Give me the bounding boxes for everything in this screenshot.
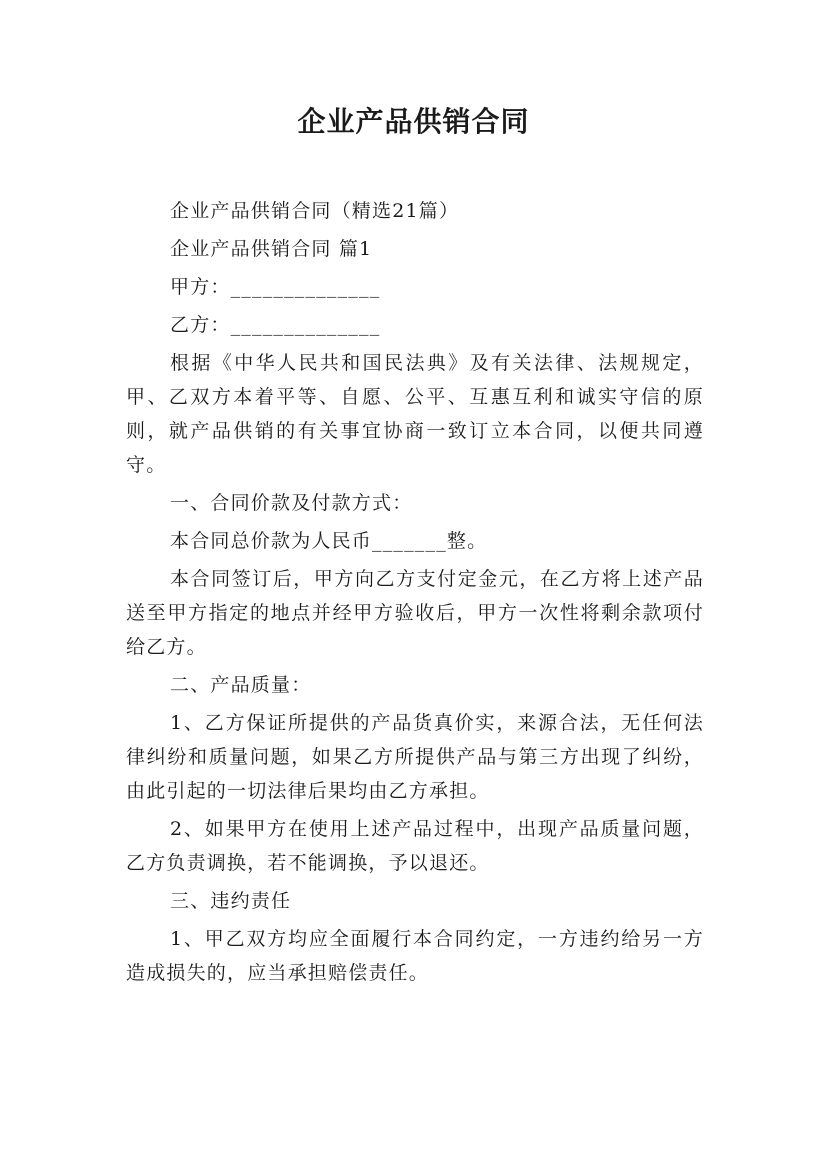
paragraph-payment: 本合同签订后，甲方向乙方支付定金元，在乙方将上述产品送至甲方指定的地点并经甲方验收后，甲方一次性将剩余款项付给乙方。 bbox=[126, 568, 704, 658]
document-title: 企业产品供销合同 bbox=[297, 105, 530, 138]
paragraph-quality-2: 2、如果甲方在使用上述产品过程中，出现产品质量问题，乙方负责调换，若不能调换，予以退还。 bbox=[126, 818, 704, 874]
paragraph-party-a: 甲方：______________ bbox=[170, 276, 381, 298]
document-body bbox=[126, 194, 704, 994]
paragraph-total-price: 本合同总价款为人民币_______整。 bbox=[170, 530, 488, 552]
paragraph-party-b: 乙方：______________ bbox=[170, 314, 381, 336]
paragraph-subtitle: 企业产品供销合同（精选21篇） bbox=[170, 200, 460, 222]
paragraph-section-heading: 企业产品供销合同 篇1 bbox=[170, 238, 373, 260]
paragraph-heading-liability: 三、违约责任 bbox=[170, 890, 292, 912]
paragraph-liability-1: 1、甲乙双方均应全面履行本合同约定，一方违约给另一方造成损失的，应当承担赔偿责任。 bbox=[126, 928, 704, 984]
paragraph-heading-quality: 二、产品质量： bbox=[170, 674, 312, 696]
paragraph-quality-1: 1、乙方保证所提供的产品货真价实，来源合法，无任何法律纠纷和质量问题，如果乙方所提供产品与第三方出现了纠纷，由此引起的一切法律后果均由乙方承担。 bbox=[126, 712, 704, 802]
paragraph-heading-price: 一、合同价款及付款方式： bbox=[170, 492, 413, 514]
paragraph-preamble: 根据《中华人民共和国民法典》及有关法律、法规规定，甲、乙双方本着平等、自愿、公平、互惠互利和诚实守信的原则，就产品供销的有关事宜协商一致订立本合同，以便共同遵守。 bbox=[126, 352, 704, 476]
